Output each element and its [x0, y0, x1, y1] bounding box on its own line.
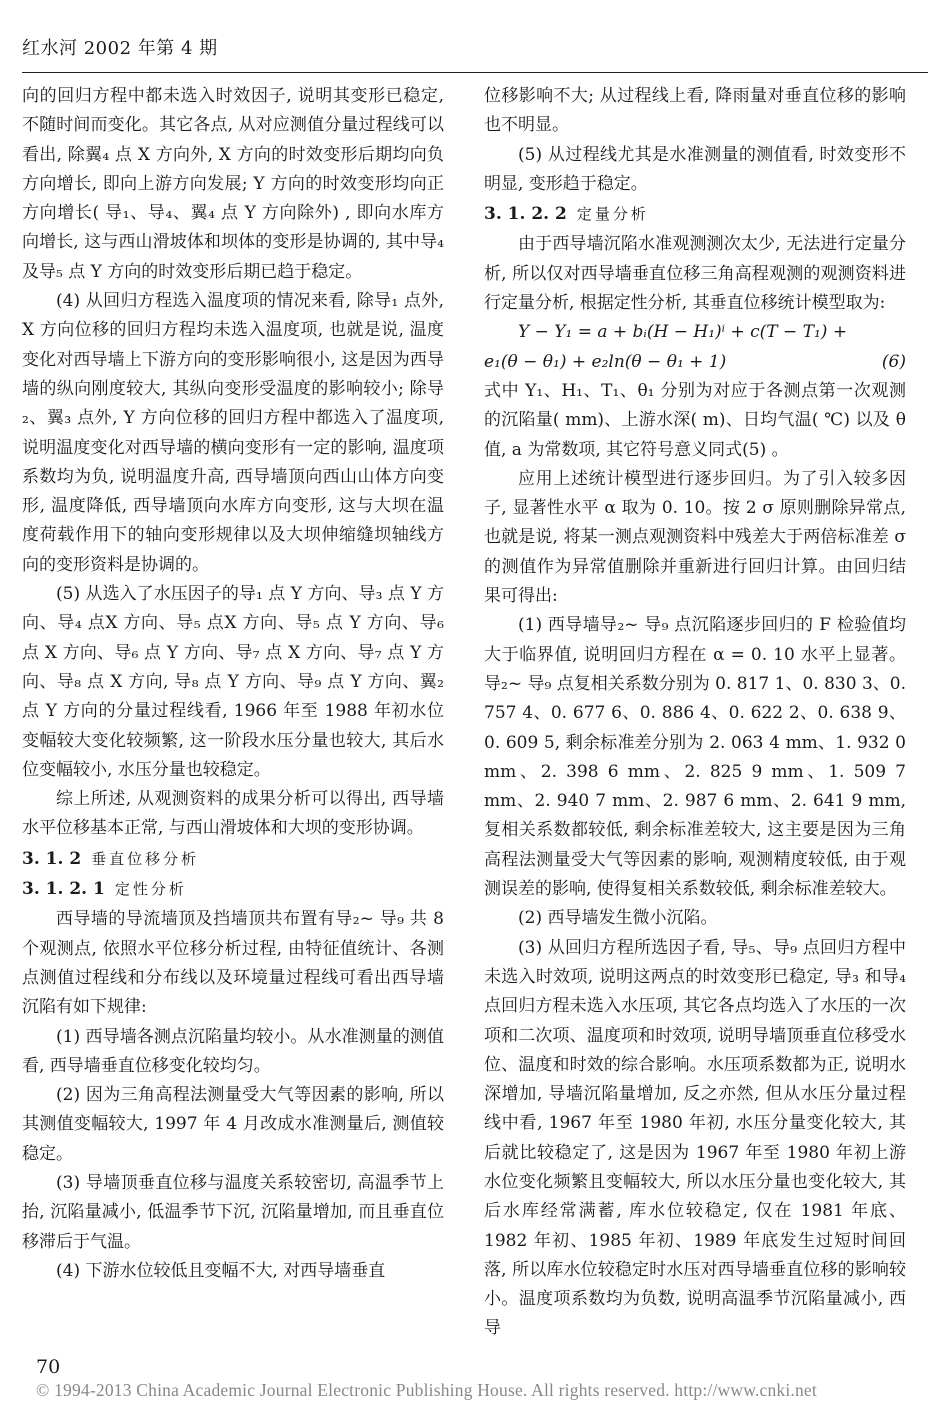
paragraph: 由于西导墙沉陷水准观测测次太少, 无法进行定量分析, 所以仅对西导墙垂直位移三角高程观测的观测资料进行定量分析, 根据定性分析, 其垂直位移统计模型取为: [484, 234, 906, 314]
section-number: 3. 1. 2. 1 [22, 879, 105, 900]
section-heading [22, 875, 444, 904]
header-rule [22, 72, 928, 73]
paragraph: (1) 西导墙各测点沉陷量均较小。从水准测量的测值看, 西导墙垂直位移变化较均匀。 [22, 1026, 444, 1076]
paragraph: 综上所述, 从观测资料的成果分析可以得出, 西导墙水平位移基本正常, 与西山滑坡体和大坝的变形协调。 [22, 789, 444, 839]
copyright-footer: © 1994-2013 China Academic Journal Electronic Publishing House. All rights reserved. http://www.cnki.net [36, 1380, 817, 1400]
equation-line: Y − Y₁ = a + bᵢ(H − H₁)ⁱ + c(T − T₁) + [518, 322, 848, 343]
section-number: 3. 1. 2 [22, 848, 82, 869]
paragraph: (2) 因为三角高程法测量受大气等因素的影响, 所以其测值变幅较大, 1997 年 4 月改成水准测量后, 测值较稳定。 [22, 1085, 444, 1164]
paragraph: (2) 西导墙发生微小沉陷。 [518, 908, 718, 929]
paragraph: 西导墙的导流墙顶及挡墙顶共布置有导₂~ 导₉ 共 8 个观测点, 依照水平位移分析过程, 由特征值统计、各测点测值过程线和分布线以及环境量过程线可看出西导墙沉陷有如下规律: [22, 909, 444, 1018]
paragraph: (3) 导墙顶垂直位移与温度关系较密切, 高温季节上抬, 沉陷量减小, 低温季节下沉, 沉陷量增加, 而且垂直位移滞后于气温。 [22, 1172, 444, 1252]
paragraph: (5) 从过程线尤其是水准测量的测值看, 时效变形不明显, 变形趋于稳定。 [484, 144, 906, 194]
paragraph: 位移影响不大; 从过程线上看, 降雨量对垂直位移的影响也不明显。 [484, 86, 906, 136]
paragraph: (1) 西导墙导₂~ 导₉ 点沉陷逐步回归的 F 检验值均大于临界值, 说明回归方程在 α = 0. 10 水平上显著。导₂~ 导₉ 点复相关系数分别为 0. 817 1、0. 830 3、0. 757 4、0. 677 6、0. 886 4、0. 622 2、0. 638 9、0. 609 5, 剩余标准差分别为 2. 063 4 mm、1. 932 0 mm、2. 398 6 mm、2. 825 9 mm、1. 509 7 mm、2. 940 7 mm、2. 987 6 mm、2. 641 9 mm, 复相关系数都较低, 剩余标准差较大, 这主要是因为三角高程法测量受大气等因素的影响, 观测精度较低, 由于观测误差的影响, 使得复相关系数较低, 剩余标准差较大。 [484, 615, 906, 900]
section-title: 垂直位移分析 [91, 849, 200, 868]
paragraph: 向的回归方程中都未选入时效因子, 说明其变形已稳定, 不随时间而变化。其它各点, 从对应测值分量过程线可以看出, 除翼₄ 点 X 方向外, X 方向的时效变形后期均向负方向增长, 即向上游方向发展; Y 方向的时效变形均向正方向增长( 导₁、导₄、翼₄ 点 Y 方向除外) , 即向水库方向增长, 这与西山滑坡体和坝体的变形是协调的, 其中导₄ 及导₅ 点 Y 方向的时效变形后期已趋于稳定。 [22, 86, 444, 282]
section-heading [22, 845, 444, 874]
equation-number: (6) [881, 351, 906, 372]
section-heading [484, 200, 906, 229]
page-number: 70 [36, 1356, 61, 1378]
left-column [22, 82, 444, 1286]
section-title: 定量分析 [576, 205, 649, 224]
paragraph: 式中 Y₁、H₁、T₁、θ₁ 分别为对应于各测点第一次观测的沉陷量( mm)、上游水深( m)、日均气温( ℃) 以及 θ 值, a 为常数项, 其它符号意义同式(5) 。 [484, 380, 906, 460]
paragraph: (5) 从选入了水压因子的导₁ 点 Y 方向、导₃ 点 Y 方向、导₄ 点X 方向、导₅ 点X 方向、导₅ 点 Y 方向、导₆ 点 X 方向、导₆ 点 Y 方向、导₇ 点 X 方向、导₇ 点 Y 方向、导₈ 点 X 方向, 导₈ 点 Y 方向、导₉ 点 Y 方向、翼₂ 点 Y 方向的分量过程线看, 1966 年至 1988 年初水位变幅较大变化较频繁, 这一阶段水压分量也较大, 其后水位变幅较小, 水压分量也较稳定。 [22, 584, 444, 780]
paragraph: (4) 下游水位较低且变幅不大, 对西导墙垂直 [56, 1260, 386, 1281]
paragraph: 应用上述统计模型进行逐步回归。为了引入较多因子, 显著性水平 α 取为 0. 10。按 2 σ 原则删除异常点, 也就是说, 将某一测点观测资料中残差大于两倍标准差 σ 的测值作为异常值删除并重新进行回归计算。由回归结果可得出: [484, 468, 906, 607]
right-column [484, 82, 906, 1344]
equation-line [484, 348, 906, 377]
paragraph: (4) 从回归方程选入温度项的情况来看, 除导₁ 点外, X 方向位移的回归方程均未选入温度项, 也就是说, 温度变化对西导墙上下游方向的变形影响很小, 这是因为西导墙的纵向刚度较大, 其纵向变形受温度的影响较小; 除导₂、翼₃ 点外, Y 方向位移的回归方程中都选入了温度项, 说明温度变化对西导墙的横向变形有一定的影响, 温度项系数均为负, 说明温度升高, 西导墙顶向西山山体方向变形, 温度降低, 西导墙顶向水库方向变形, 这与大坝在温度荷载作用下的轴向变形规律以及大坝伸缩缝坝轴线方向的变形资料是协调的。 [22, 291, 444, 575]
equation-text: e₁(θ − θ₁) + e₂ln(θ − θ₁ + 1) [484, 351, 727, 372]
section-number: 3. 1. 2. 2 [484, 204, 567, 225]
running-header: 红水河 2002 年第 4 期 [22, 38, 218, 59]
paragraph: (3) 从回归方程所选因子看, 导₅、导₉ 点回归方程中未选入时效项, 说明这两点的时效变形已稳定, 导₃ 和导₄ 点回归方程未选入水压项, 其它各点均选入了水压的一次项和二次项、温度项和时效项, 说明导墙顶垂直位移受水位、温度和时效的综合影响。水压项系数都为正, 说明水深增加, 导墙沉陷量增加, 反之亦然, 但从水压分量过程线中看, 1967 年至 1980 年初, 水压分量变化较大, 其后就比较稳定了, 这是因为 1967 年至 1980 年初上游水位变化频繁且变幅较大, 所以水压分量也变化较大, 其后水库经常满蓄, 库水位较稳定, 仅在 1981 年底、1982 年初、1985 年初、1989 年底发生过短时间回落, 所以库水位较稳定时水压对西导墙垂直位移的影响较小。温度项系数均为负数, 说明高温季节沉陷量减小, 西导 [484, 937, 906, 1339]
section-title: 定性分析 [114, 880, 187, 899]
